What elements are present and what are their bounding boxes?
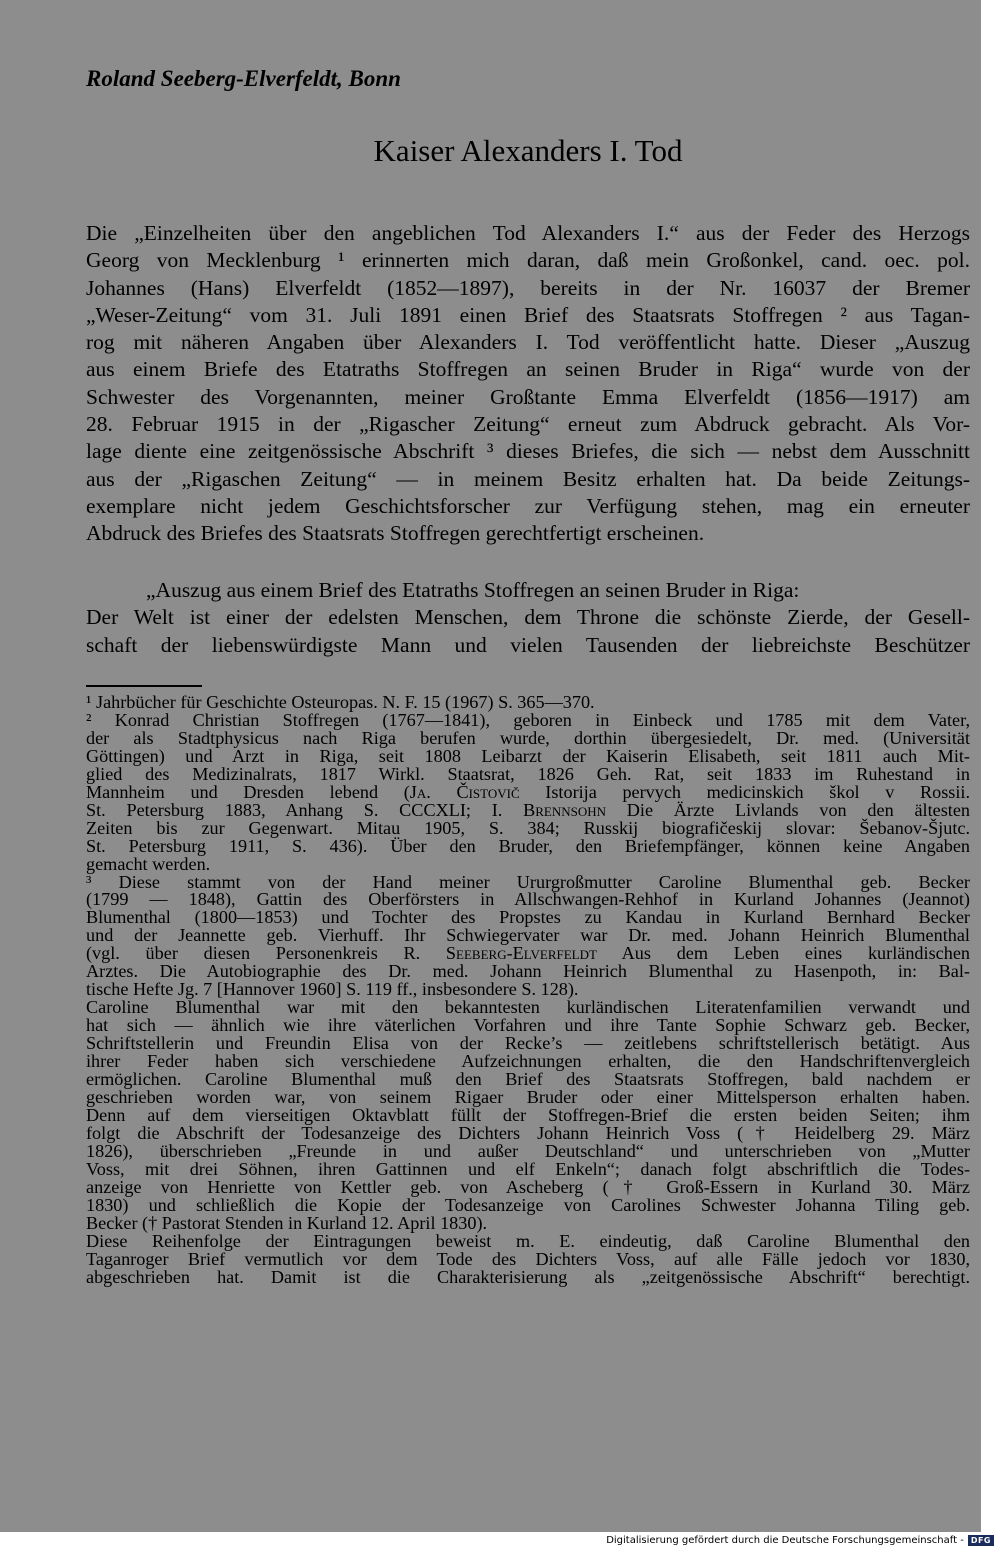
footnote-line: Voss, mit drei Söhnen, ihren Gattinnen und elf Enkeln“; danach folgt abschriftlich die Todes-: [86, 1158, 970, 1179]
footnote-text: Istorija pervych medicinskich škol v Rossii.: [519, 781, 971, 802]
text-line: „Weser-Zeitung“ vom 31. Juli 1891 einen Brief des Staatsrats Stoffregen ² aus Tagan-: [86, 302, 970, 327]
footnote-line: Denn auf dem vierseitigen Oktavblatt füllt der Stoffregen-Brief die ersten beiden Seiten; ihm: [86, 1104, 970, 1125]
text-line: rog mit näheren Angaben über Alexanders I. Tod veröffentlicht hatte. Dieser „Auszug: [86, 330, 970, 355]
text-line: Georg von Mecklenburg ¹ erinnerten mich daran, daß mein Großonkel, cand. oec. pol.: [86, 248, 970, 273]
footnote-line: 1830) und schließlich die Kopie der Todesanzeige von Carolines Schwester Johanna Tiling geb.: [86, 1194, 970, 1215]
footnote-line: ermöglichen. Caroline Blumenthal muß den Brief des Staatsrats Stoffregen, bald nachdem er: [86, 1069, 970, 1090]
footnote-line: tische Hefte Jg. 7 [Hannover 1960] S. 119 ff., insbesondere S. 128).: [86, 979, 579, 1000]
footnote-3: [86, 871, 970, 1287]
text-line: lage diente eine zeitgenössische Abschrift ³ dieses Briefes, die sich — nebst dem Ausschnitt: [86, 439, 970, 464]
text-line: 28. Februar 1915 in der „Rigascher Zeitung“ erneut zum Abdruck gebracht. Als Vor-: [86, 412, 970, 437]
footnote-line: 1826), überschrieben „Freunde in und außer Deutschland“ und unterschrieben von „Mutter: [86, 1140, 970, 1161]
cited-author: Brennsohn: [523, 799, 606, 820]
article-title: Kaiser Alexanders I. Tod: [373, 133, 683, 168]
footnote-line: St. Petersburg 1911, S. 436). Über den Bruder, den Briefempfänger, können keine Angaben: [86, 835, 970, 856]
footnote-line: der als Stadtphysicus nach Riga berufen wurde, dorthin übergesiedelt, Dr. med. (Universität: [86, 727, 970, 748]
text-line: Johannes (Hans) Elverfeldt (1852—1897), bereits in der Nr. 16037 der Bremer: [86, 275, 970, 300]
footnote-text: Mannheim und Dresden lebend (: [86, 781, 410, 802]
intro-paragraph: [86, 220, 970, 548]
footnote-line: geschrieben worden war, von seinem Rigaer Bruder oder einer Mittelsperson erhalten haben.: [86, 1086, 970, 1107]
footnote-text: Aus dem Leben eines kurländischen: [596, 943, 970, 964]
footnote-line: folgt die Abschrift der Todesanzeige des Dichters Johann Heinrich Voss († Heidelberg 29. März: [86, 1122, 970, 1143]
text-line: „Auszug aus einem Brief des Etatraths Stoffregen an seinen Bruder in Riga:: [146, 578, 800, 602]
footnote-line: (1799 — 1848), Gattin des Oberförsters in Allschwangen-Rehhof in Kurland Johannes (Jeannot): [86, 889, 970, 910]
footnote-2: [86, 709, 971, 874]
footnote-line: und der Jeannette geb. Vierhuff. Ihr Schwiegervater war Dr. med. Johann Heinrich Blumenthal: [86, 925, 970, 946]
footnote-line: ¹ Jahrbücher für Geschichte Osteuropas. N. F. 15 (1967) S. 365—370.: [86, 692, 595, 712]
footnote-line: ³ Diese stammt von der Hand meiner Ururgroßmutter Caroline Blumenthal geb. Becker: [86, 871, 970, 892]
text-line: aus der „Rigaschen Zeitung“ — in meinem Besitz erhalten hat. Da beide Zeitungs-: [86, 466, 970, 491]
footnotes: [86, 694, 970, 1286]
credit-text: Digitalisierung gefördert durch die Deutsche Forschungsgemeinschaft -: [606, 1535, 964, 1546]
text-line: Schwester des Vorgenannten, meiner Großtante Emma Elverfeldt (1856—1917) am: [86, 384, 970, 409]
footnote-text: Die Ärzte Livlands von den ältesten: [606, 799, 971, 820]
footnote-line: Göttingen) und Arzt in Riga, seit 1808 Leibarzt der Kaiserin Elisabeth, seit 1811 auch Mit-: [86, 745, 970, 766]
text-line: exemplare nicht jedem Geschichtsforscher zur Verfügung stehen, mag ein erneuter: [86, 493, 970, 518]
footnote-line: Taganroger Brief vermutlich vor dem Tode des Dichters Voss, auf alle Fälle jedoch vor 1830,: [86, 1248, 970, 1269]
footnote-line: Blumenthal (1800—1853) und Tochter des Propstes zu Kandau in Kurland Bernhard Becker: [86, 907, 970, 928]
footnote-line: Becker († Pastorat Stenden in Kurland 12. April 1830).: [86, 1212, 488, 1233]
footnote-line: Diese Reihenfolge der Eintragungen beweist m. E. eindeutig, daß Caroline Blumenthal den: [86, 1230, 970, 1251]
footnote-line: anzeige von Henriette von Kettler geb. von Ascheberg († Groß-Essern in Kurland 30. März: [86, 1176, 970, 1197]
footnote-line: Arztes. Die Autobiographie des Dr. med. Johann Heinrich Blumenthal zu Hasenpoth, in: Bal-: [86, 961, 970, 982]
footnote-line: abgeschrieben hat. Damit ist die Charakterisierung als „zeitgenössische Abschrift“ berechtigt.: [86, 1266, 970, 1287]
dfg-logo-icon: DFG: [968, 1535, 994, 1546]
cited-author: Ja. Čistovič: [409, 781, 520, 802]
text-line: aus einem Briefe des Etatraths Stoffregen an seinen Bruder in Riga“ wurde von der: [86, 357, 970, 382]
quoted-letter: [86, 577, 970, 659]
footnote-line: ihrer Feder haben sich verschiedene Aufzeichnungen erhalten, die den Handschriftenvergleich: [86, 1051, 970, 1072]
footnote-line: Caroline Blumenthal war mit den bekanntesten kurländischen Literatenfamilien verwandt und: [86, 997, 970, 1018]
digitization-credit: [606, 1535, 994, 1546]
text-line: Der Welt ist einer der edelsten Menschen, dem Throne die schönste Zierde, der Gesell-: [86, 605, 970, 630]
footnote-line: ² Konrad Christian Stoffregen (1767—1841), geboren in Einbeck und 1785 mit dem Vater,: [86, 709, 970, 730]
footnote-line: [86, 799, 971, 820]
author-line: Roland Seeberg-Elverfeldt, Bonn: [86, 66, 401, 91]
text-line: Die „Einzelheiten über den angeblichen Tod Alexanders I.“ aus der Feder des Herzogs: [86, 221, 970, 245]
footnote-text: St. Petersburg 1883, Anhang S. CCCXLI; I.: [86, 799, 524, 820]
footnote-line: glied des Medizinalrats, 1817 Wirkl. Staatsrat, 1826 Geh. Rat, seit 1833 im Ruhestand in: [86, 763, 970, 784]
footnote-line: Zeiten bis zur Gegenwart. Mitau 1905, S. 384; Russkij biografičeskij slovar: Šebanov-Šjutc.: [86, 817, 970, 838]
footnote-text: (vgl. über diesen Personenkreis R.: [86, 943, 446, 964]
text-line: Abdruck des Briefes des Staatsrats Stoffregen gerechtfertigt erscheinen.: [86, 521, 705, 546]
cited-author: Seeberg-Elverfeldt: [445, 943, 597, 964]
text-line: schaft der liebenswürdigste Mann und vielen Tausenden der liebreichste Beschützer: [86, 632, 970, 657]
footnote-line: Schriftstellerin und Freundin Elisa von der Recke’s — zeitlebens schriftstellerisch betätigt. Aus: [86, 1033, 970, 1054]
footnote-line: gemacht werden.: [86, 853, 211, 874]
footnote-line: hat sich — ähnlich wie ihre väterlichen Vorfahren und ihre Tante Sophie Schwarz geb. Becker,: [86, 1015, 970, 1036]
footnote-separator: [86, 685, 202, 687]
